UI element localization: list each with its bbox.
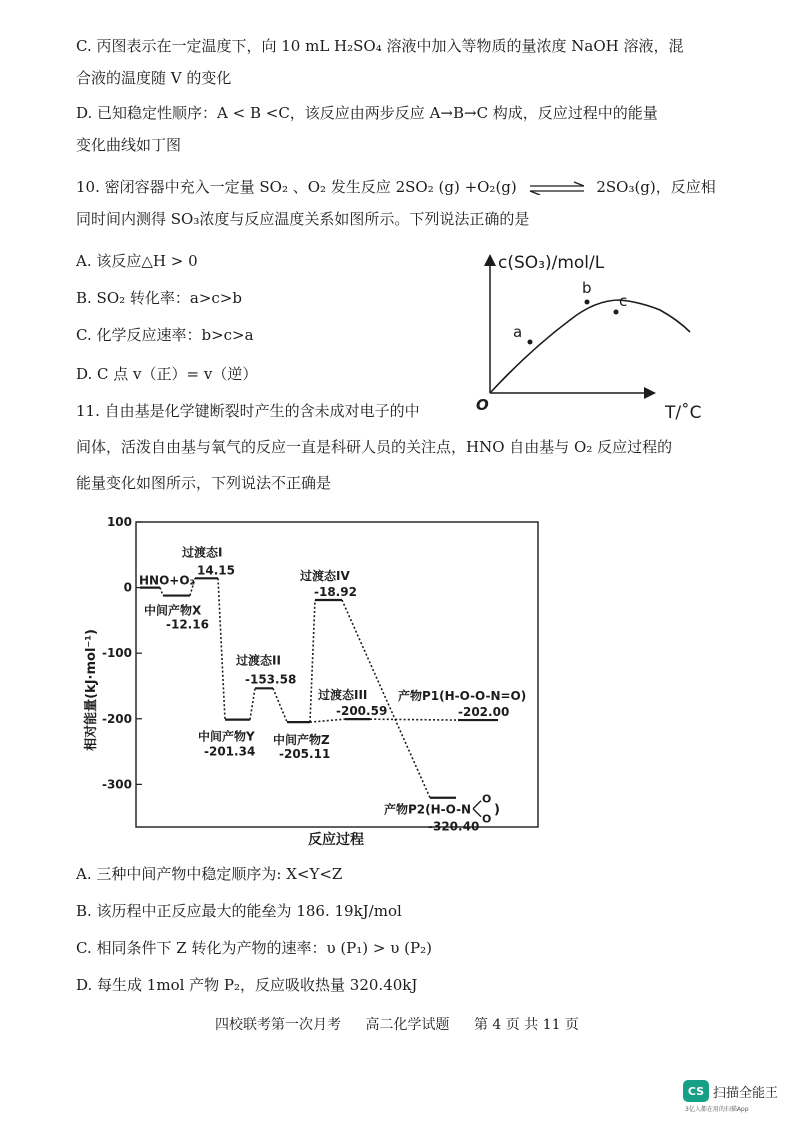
energy-profile-chart	[78, 510, 548, 850]
footer-subject: 高二化学试题	[365, 1017, 450, 1033]
pathway-connector	[250, 688, 255, 719]
so3-curve	[490, 300, 690, 393]
y-axis-title: 相对能量(kJ·mol⁻¹)	[84, 629, 99, 751]
value-product-p2: -320.40	[428, 819, 480, 834]
q10-stem-line2: 同时间内测得 SO₃浓度与反应温度关系如图所示。下列说法正确的是	[76, 210, 530, 228]
nitro-close-paren: )	[494, 802, 500, 818]
y-tick-label: 100	[106, 515, 132, 529]
label-intermediate-y: 中间产物Y	[198, 729, 255, 744]
pathway-connector	[218, 578, 225, 719]
label-ts1: 过渡态I	[182, 545, 223, 560]
q11-stem-line3: 能量变化如图所示，下列说法不正确是	[76, 474, 332, 492]
point-c-label: c	[619, 292, 628, 310]
label-hno-o2: HNO+O₂	[139, 573, 195, 588]
label-ts3: 过渡态III	[318, 688, 368, 703]
pathway-connector	[370, 719, 458, 720]
page-footer	[0, 1014, 794, 1034]
q11-option-d: D. 每生成 1mol 产物 P₂，反应吸收热量 320.40kJ	[76, 976, 418, 994]
graph-y-label: c(SO₃)/mol/L	[498, 253, 605, 273]
label-product-p2: 产物P2(H-O-N	[384, 802, 472, 817]
q11-option-b: B. 该历程中正反应最大的能垒为 186. 19kJ/mol	[76, 902, 402, 920]
pathway-connector	[310, 600, 315, 722]
pathway-connector	[310, 719, 345, 722]
label-intermediate-z: 中间产物Z	[273, 733, 330, 748]
nitro-oxygen-bottom: O	[482, 812, 492, 826]
nitro-oxygen-top: O	[482, 792, 492, 806]
q11-stem-line1: 11. 自由基是化学键断裂时产生的含未成对电子的中	[76, 402, 420, 420]
equilibrium-arrow-icon	[528, 181, 586, 195]
value-ts1: 14.15	[197, 563, 235, 578]
camscanner-logo-icon: CS	[683, 1080, 709, 1102]
value-ts3: -200.59	[336, 704, 388, 719]
point-b-label: b	[582, 279, 592, 297]
y-tick-label: -200	[101, 711, 132, 726]
value-intermediate-y: -201.34	[204, 744, 256, 759]
value-ts4: -18.92	[314, 585, 357, 600]
q10-option-a: A. 该反应△H > 0	[76, 252, 198, 270]
label-product-p1: 产物P1(H-O-O-N=O)	[398, 689, 527, 704]
footer-exam: 四校联考第一次月考	[215, 1017, 342, 1033]
q9-option-c-line2: 合液的温度随 V 的变化	[76, 69, 232, 87]
y-tick-label: -300	[101, 777, 132, 792]
watermark-subtext: 3亿人都在用的扫描App	[685, 1106, 749, 1113]
point-a-label: a	[513, 323, 523, 341]
so3-temperature-graph	[470, 240, 730, 430]
q10-stem-part-a: 10. 密闭容器中充入一定量 SO₂ 、O₂ 发生反应 2SO₂ (g) +O₂(g)	[76, 178, 517, 196]
q10-option-b: B. SO₂ 转化率：a>c>b	[76, 289, 242, 307]
x-axis-title: 反应过程	[308, 832, 364, 848]
q11-option-a: A. 三种中间产物中稳定顺序为: X<Y<Z	[76, 865, 343, 883]
label-intermediate-x: 中间产物X	[144, 603, 202, 618]
point-a	[528, 340, 533, 345]
graph-x-label: T/˚C	[665, 403, 702, 423]
q10-stem-line1	[76, 177, 716, 197]
q9-option-d-line1: D. 已知稳定性顺序：A < B <C，该反应由两步反应 A→B→C 构成，反应过程中的能量	[76, 104, 658, 122]
point-b	[585, 300, 590, 305]
pathway-connector	[160, 588, 163, 596]
y-tick-label: -100	[101, 646, 132, 661]
q10-option-c: C. 化学反应速率：b>c>a	[76, 326, 254, 344]
pathway-connector	[273, 688, 287, 722]
value-intermediate-x: -12.16	[166, 617, 209, 632]
watermark-text: 扫描全能王	[713, 1085, 779, 1101]
graph-origin: O	[476, 396, 489, 414]
scanner-watermark	[683, 1080, 778, 1102]
q11-option-c: C. 相同条件下 Z 转化为产物的速率：υ (P₁) > υ (P₂)	[76, 939, 432, 957]
y-tick-label: 0	[123, 580, 132, 595]
q11-stem-line2: 间体，活泼自由基与氧气的反应一直是科研人员的关注点，HNO 自由基与 O₂ 反应过程的	[76, 438, 673, 456]
label-ts4: 过渡态IV	[300, 569, 350, 584]
label-ts2: 过渡态II	[236, 653, 281, 668]
point-c	[614, 310, 619, 315]
footer-page: 第 4 页 共 11 页	[473, 1017, 579, 1033]
value-ts2: -153.58	[245, 672, 297, 687]
value-product-p1: -202.00	[458, 705, 510, 720]
nitro-bond-lines	[473, 801, 481, 817]
q9-option-d-line2: 变化曲线如丁图	[76, 136, 182, 154]
q10-option-d: D. C 点 v（正）= v（逆）	[76, 365, 258, 383]
value-intermediate-z: -205.11	[279, 747, 331, 762]
q9-option-c-line1: C. 丙图表示在一定温度下，向 10 mL H₂SO₄ 溶液中加入等物质的量浓度 NaOH 溶液，混	[76, 37, 684, 55]
q10-stem-part-b: 2SO₃(g)，反应相	[596, 178, 716, 196]
